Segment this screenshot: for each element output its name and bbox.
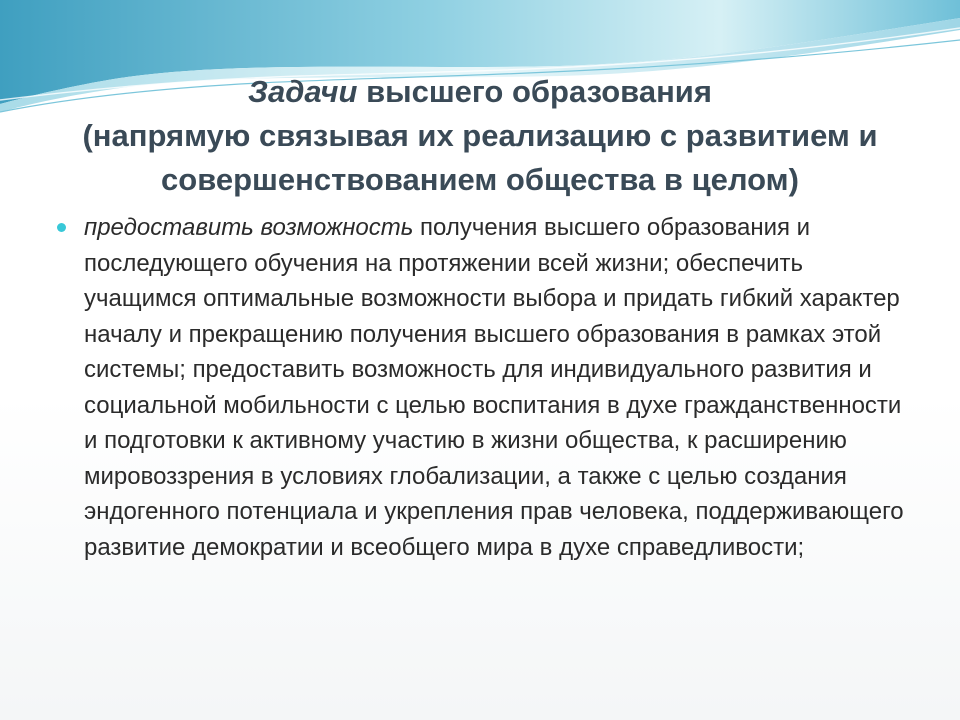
- title-line-1-rest: высшего образования: [357, 74, 712, 109]
- list-item: [84, 210, 914, 565]
- bullet-text: получения высшего образования и последующего обучения на протяжении всей жизни; обеспечить учащимся оптимальные возможности выбора и придать гибкий характер началу и прекращению получения высшего образования в рамках этой системы; предоставить возможность для индивидуального развития и социальной мобильности с целью воспитания в духе гражданственности и подготовки к активному участию в жизни общества, к расширению мировоззрения в условиях глобализации, а также с целью создания эндогенного потенциала и укрепления прав человека, поддерживающего развитие демократии и всеобщего мира в духе справедливости;: [84, 214, 904, 561]
- bullet-dot-icon: [57, 223, 66, 232]
- title-line-1: [40, 70, 920, 114]
- title-line-2: (напрямую связывая их реализацию с развитием и: [82, 118, 878, 153]
- title-line-3: совершенствованием общества в целом): [161, 162, 799, 197]
- bullet-list: [84, 210, 914, 565]
- title-emphasis: Задачи: [248, 74, 358, 109]
- slide-title: [40, 70, 920, 202]
- bullet-italic-lead: предоставить возможность: [84, 214, 414, 241]
